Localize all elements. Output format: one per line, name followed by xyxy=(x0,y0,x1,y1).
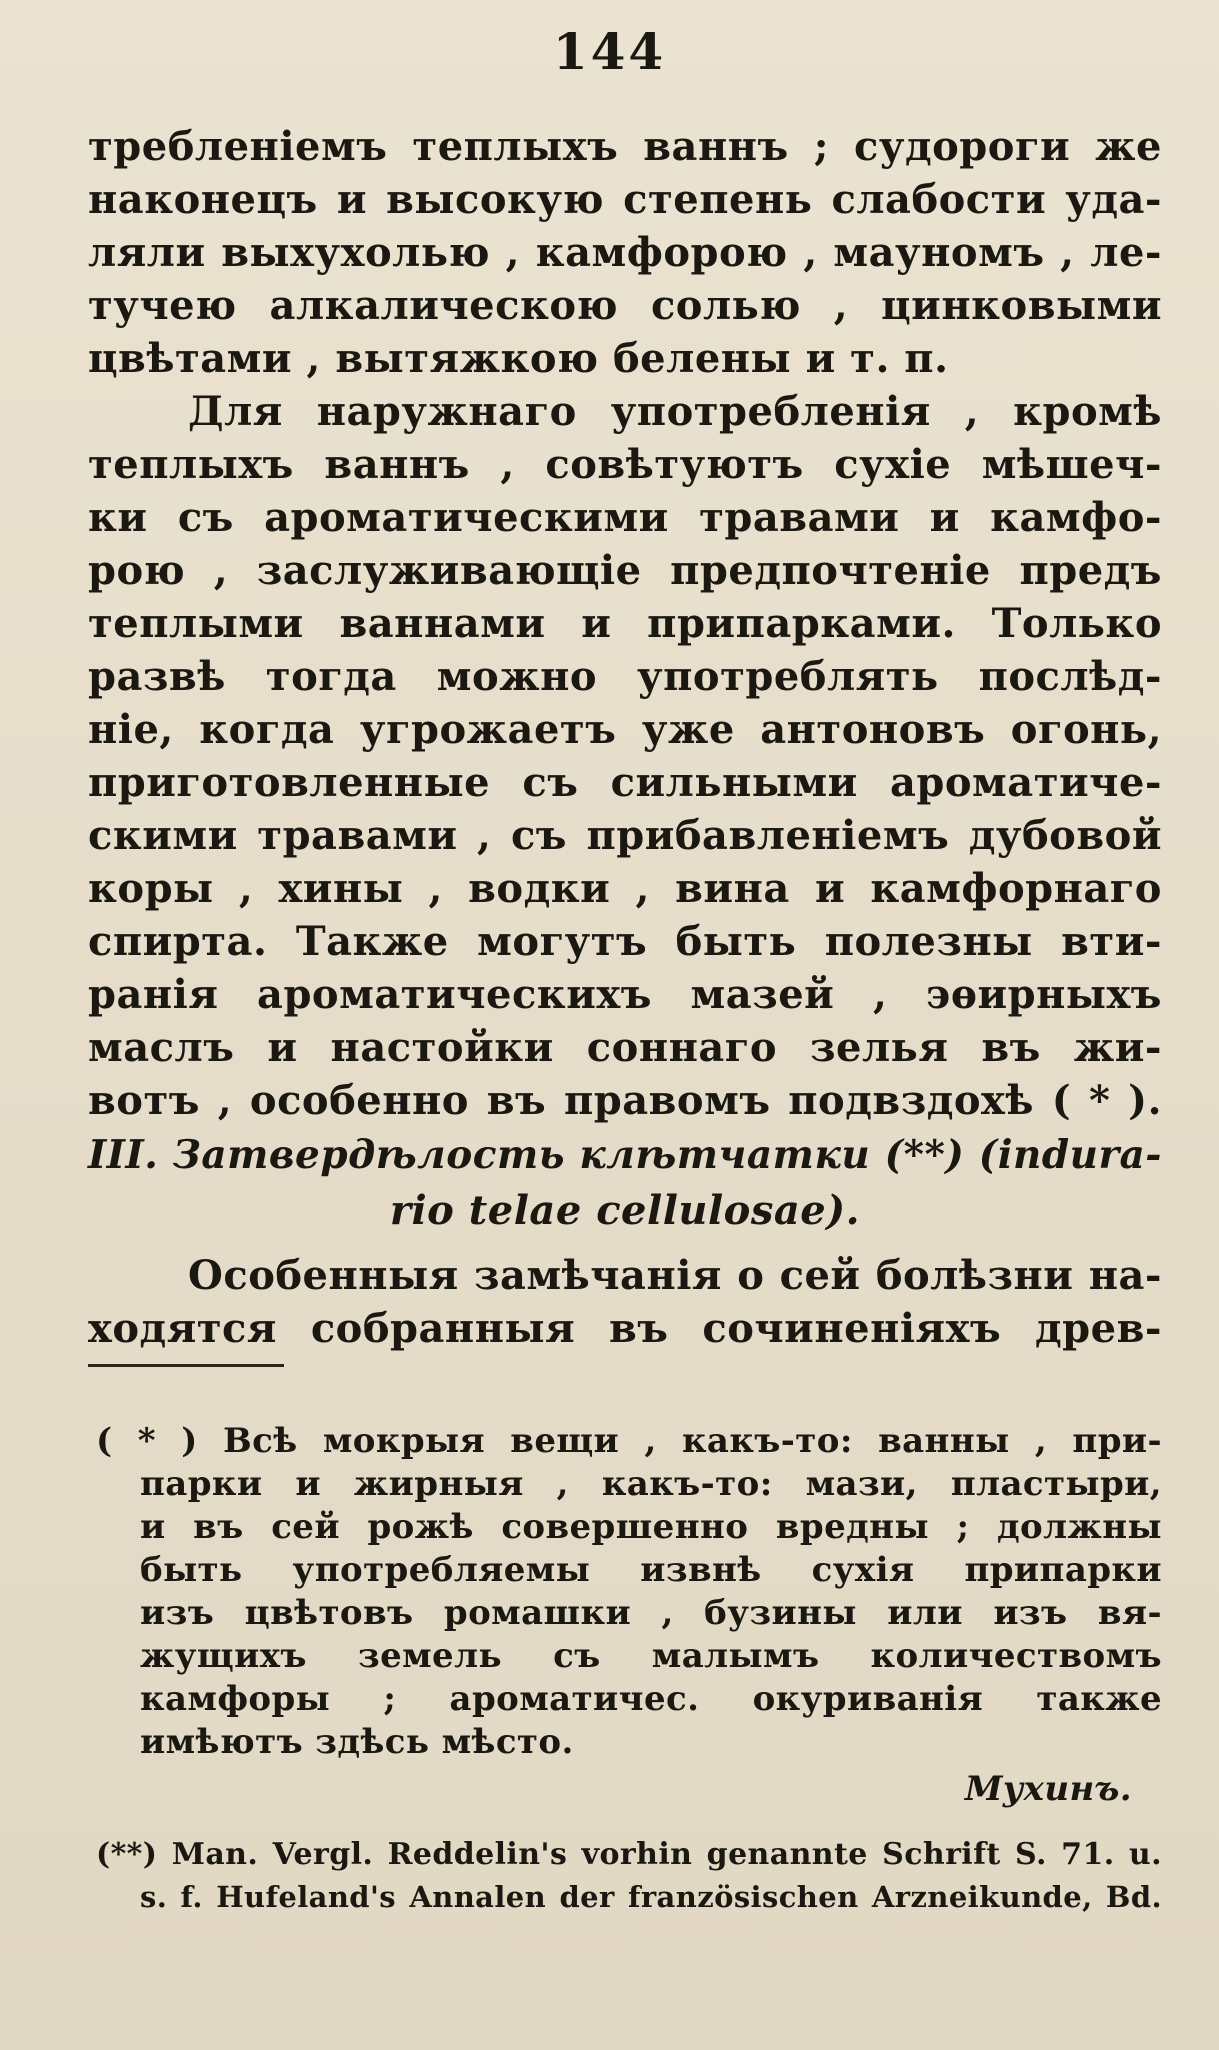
footnote-line: (**) Man. Vergl. Reddelin's vorhin genannte Schrift S. 71. u. xyxy=(96,1837,1162,1872)
text-line: ходятся собранныя въ сочиненіяхъ древ- xyxy=(88,1305,1162,1352)
text-line: развѣ тогда можно употреблять послѣд- xyxy=(88,653,1162,700)
footnote-line: жущихъ земель съ малымъ количествомъ xyxy=(140,1636,1162,1676)
text-line: скими травами , съ прибавленіемъ дубовой xyxy=(88,812,1162,859)
footnotes xyxy=(96,1420,1162,1919)
footnote-rule xyxy=(88,1364,284,1367)
text-line: ранія ароматическихъ мазей , эѳирныхъ xyxy=(88,971,1162,1018)
text-line: ки съ ароматическими травами и камфо- xyxy=(88,494,1162,541)
footnote-line: имѣютъ здѣсь мѣсто. xyxy=(140,1722,574,1762)
footnote-line: и въ сей рожѣ совершенно вредны ; должны xyxy=(140,1507,1162,1547)
footnote-line: быть употребляемы извнѣ сухія припарки xyxy=(140,1550,1162,1590)
footnote-line: изъ цвѣтовъ ромашки , бузины или изъ вя- xyxy=(140,1593,1162,1633)
footnote-signature: Мухинъ. xyxy=(964,1769,1132,1809)
footnote-line: парки и жирныя , какъ-то: мази, пластыри, xyxy=(140,1464,1162,1504)
text-line: тучею алкалическою солью , цинковыми xyxy=(88,282,1162,329)
text-line: наконецъ и высокую степень слабости уда- xyxy=(88,176,1162,223)
footnote-line: s. f. Hufeland's Annalen der französischen Arzneikunde, Bd. xyxy=(140,1880,1162,1914)
footnote-line: ( * ) Всѣ мокрыя вещи , какъ-то: ванны , при- xyxy=(96,1421,1162,1461)
section-heading: III. Затвердѣлость клѣтчатки (**) (indura- xyxy=(88,1132,1162,1178)
text-line: теплыми ваннами и припарками. Только xyxy=(88,600,1162,647)
text-line: вотъ , особенно въ правомъ подвздохѣ ( * ). xyxy=(88,1077,1162,1124)
text-line: теплыхъ ваннъ , совѣтуютъ сухіе мѣшеч- xyxy=(88,441,1162,488)
text-line: коры , хины , водки , вина и камфорнаго xyxy=(88,865,1162,912)
text-line: рою , заслуживающіе предпочтеніе предъ xyxy=(88,547,1162,594)
text-line: приготовленные съ сильными ароматиче- xyxy=(88,759,1162,806)
footnote-line: камфоры ; ароматичес. окуриванія также xyxy=(140,1679,1162,1719)
text-line: ляли выхухолью , камфорою , мауномъ , ле- xyxy=(88,229,1162,276)
text-line: требленіемъ теплыхъ ваннъ ; судороги же xyxy=(88,123,1162,170)
text-line: цвѣтами , вытяжкою белены и т. п. xyxy=(88,335,949,382)
text-line: маслъ и настойки соннаго зелья въ жи- xyxy=(88,1024,1162,1071)
text-line: Для наружнаго употребленія , кромѣ xyxy=(188,388,1162,435)
page-number: 144 xyxy=(552,22,667,81)
text-line: спирта. Также могутъ быть полезны вти- xyxy=(88,918,1162,965)
text-line: Особенныя замѣчанія о сей болѣзни на- xyxy=(188,1252,1162,1299)
text-line: ніе, когда угрожаетъ уже антоновъ огонь, xyxy=(88,706,1162,753)
main-text xyxy=(88,120,1162,1355)
section-heading-cont: rio telae cellulosae). xyxy=(389,1187,861,1234)
